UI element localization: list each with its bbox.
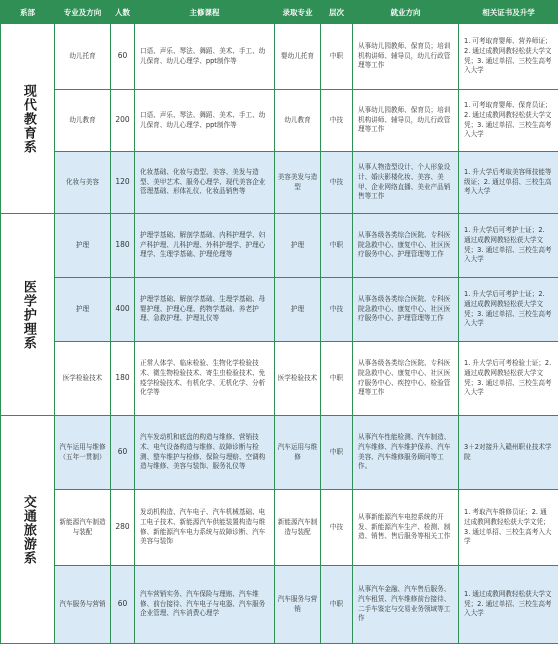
header-major: 专业及方向 xyxy=(55,1,111,24)
count-cell: 180 xyxy=(111,214,135,278)
count-cell: 60 xyxy=(111,566,135,644)
admit-cell: 幼儿教育 xyxy=(275,90,321,152)
courses-cell: 口语、声乐、琴法、舞蹈、美术、手工、幼儿保育、幼儿心理学、ppt制作等 xyxy=(135,24,275,90)
cert-cell: 1. 可考取育婴师、营养师证；2. 通过成教网教轻松获大学文凭；3. 通过单招、三校生高考入大学 xyxy=(459,24,558,90)
table-row xyxy=(1,152,558,214)
major-cell: 汽车服务与营销 xyxy=(55,566,111,644)
table-row xyxy=(1,342,558,416)
level-cell: 中职 xyxy=(321,416,353,490)
courses-cell: 发动机构造、汽车电子、汽车机械基础、电工电子技术、新能源汽车供能装置构造与维修、新能源汽车电力系统与故障诊断、汽车美容与装饰 xyxy=(135,490,275,566)
count-cell: 180 xyxy=(111,342,135,416)
count-cell: 280 xyxy=(111,490,135,566)
admit-cell: 护理 xyxy=(275,278,321,342)
count-cell: 200 xyxy=(111,90,135,152)
admit-cell: 美容美发与造型 xyxy=(275,152,321,214)
cert-cell: 1. 升大学后可考检验士证；2. 通过成教网教轻松获大学文凭；3. 通过单招、三校生高考入大学 xyxy=(459,342,558,416)
jobs-cell: 从事各级各类综合医院、专科医院急救中心、康复中心、社区医疗服务中心、护理管理等工作 xyxy=(353,278,459,342)
table-row xyxy=(1,490,558,566)
count-cell: 60 xyxy=(111,416,135,490)
major-cell: 医学检验技术 xyxy=(55,342,111,416)
jobs-cell: 从事各级各类综合医院、专科医院急救中心、康复中心、社区医疗服务中心、疾控中心、检验管理等工作 xyxy=(353,342,459,416)
department-cell xyxy=(1,214,55,416)
table-row xyxy=(1,214,558,278)
level-cell: 中技 xyxy=(321,490,353,566)
table-row xyxy=(1,24,558,90)
count-cell: 400 xyxy=(111,278,135,342)
cert-cell: 3＋2对接升入赣州职业技术学院 xyxy=(459,416,558,490)
cert-cell: 1. 通过成教网教轻松获大学文凭；2. 通过单招、三校生高考入大学 xyxy=(459,566,558,644)
major-cell: 护理 xyxy=(55,214,111,278)
major-cell: 新能源汽车制造与装配 xyxy=(55,490,111,566)
department-cell xyxy=(1,416,55,644)
level-cell: 中职 xyxy=(321,214,353,278)
level-cell: 中职 xyxy=(321,566,353,644)
major-cell: 化妆与美容 xyxy=(55,152,111,214)
admit-cell: 汽车运用与维修 xyxy=(275,416,321,490)
table-row xyxy=(1,566,558,644)
major-cell: 护理 xyxy=(55,278,111,342)
header-certificates: 相关证书及升学 xyxy=(459,1,558,24)
header-count: 人数 xyxy=(111,1,135,24)
level-cell: 中技 xyxy=(321,152,353,214)
header-row xyxy=(1,1,558,24)
jobs-cell: 从事人物造型设计、个人形象设计、婚庆影楼化妆、美容、美甲、企业网络直播、美业产品销售等工作 xyxy=(353,152,459,214)
courses-cell: 护理学基础、解剖学基础、内科护理学、妇产科护理、儿科护理、外科护理学、护理心理学、生理学基础、护理伦理等 xyxy=(135,214,275,278)
courses-cell: 正常人体学、临床检验、生物化学检验技术、微生物检验技术、寄生虫检验技术、免疫学检验技术、有机化学、无机化学、分析化学等 xyxy=(135,342,275,416)
admit-cell: 婴幼儿托育 xyxy=(275,24,321,90)
count-cell: 120 xyxy=(111,152,135,214)
admit-cell: 医学检验技术 xyxy=(275,342,321,416)
count-cell: 60 xyxy=(111,24,135,90)
level-cell: 中职 xyxy=(321,24,353,90)
jobs-cell: 从事幼儿园教师、保育员；培训机构讲师、辅导员，幼儿行政管理等工作 xyxy=(353,24,459,90)
table-row xyxy=(1,90,558,152)
courses-cell: 口语、声乐、琴法、舞蹈、美术、手工、幼儿保育、幼儿心理学、ppt制作等 xyxy=(135,90,275,152)
admit-cell: 护理 xyxy=(275,214,321,278)
major-cell: 汽车运用与维修（五年一贯制） xyxy=(55,416,111,490)
header-level: 层次 xyxy=(321,1,353,24)
header-courses: 主修课程 xyxy=(135,1,275,24)
cert-cell: 1. 可考取育婴师、保育员证；2. 通过成教网教轻松获大学文凭；3. 通过单招、三校生高考入大学 xyxy=(459,90,558,152)
department-cell xyxy=(1,24,55,214)
table-row xyxy=(1,278,558,342)
jobs-cell: 从事新能源汽车电控系统的开发、新能源汽车生产、检测、制造、销售、售后服务等相关工作 xyxy=(353,490,459,566)
courses-cell: 护理学基础、解剖学基础、生理学基础、母婴护理、护理心理、药物学基础、养老护理、急救护理、护理礼仪等 xyxy=(135,278,275,342)
level-cell: 中技 xyxy=(321,90,353,152)
header-department: 系部 xyxy=(1,1,55,24)
department-name: 现代教育系 xyxy=(20,83,36,154)
jobs-cell: 从事幼儿园教师、保育员；培训机构讲师、辅导员，幼儿行政管理等工作 xyxy=(353,90,459,152)
level-cell: 中职 xyxy=(321,342,353,416)
major-cell: 幼儿托育 xyxy=(55,24,111,90)
header-admission-major: 录取专业 xyxy=(275,1,321,24)
table-row xyxy=(1,416,558,490)
courses-cell: 化妆基础、化妆与造型、美容、美发与造型、美甲艺术、服务心理学、现代美容企业管理基础、形体礼仪、化妆品销售等 xyxy=(135,152,275,214)
admit-cell: 汽车服务与营销 xyxy=(275,566,321,644)
jobs-cell: 从事各级各类综合医院、专科医院急救中心、康复中心、社区医疗服务中心、护理管理等工作 xyxy=(353,214,459,278)
jobs-cell: 从事汽车性能检测、汽车制造、汽车维修、汽车维护保养、汽车美容、汽车维修服务顾问等工作。 xyxy=(353,416,459,490)
header-employment: 就业方向 xyxy=(353,1,459,24)
level-cell: 中技 xyxy=(321,278,353,342)
cert-cell: 1. 升大学后考取美容师技能等级证；2. 通过单招、三校生高考入大学 xyxy=(459,152,558,214)
major-cell: 幼儿教育 xyxy=(55,90,111,152)
cert-cell: 1. 升大学后可考护士证；2. 通过成教网教轻松获大学文凭；3. 通过单招、三校生高考入大学 xyxy=(459,278,558,342)
cert-cell: 1. 升大学后可考护士证；2. 通过成教网教轻松获大学文凭；3. 通过单招、三校生高考入大学 xyxy=(459,214,558,278)
department-name: 交通旅游系 xyxy=(20,494,36,565)
courses-cell: 汽车发动机和底盘的构造与维修、营销技术、电气设备构造与维修、故障诊断与检测、整车维护与检修、保险与理赔、空调构造与维修、美容与装饰、服务礼仪等 xyxy=(135,416,275,490)
courses-cell: 汽车营销实务、汽车保险与理赔、汽车维修、前台接待、汽车电子与电器、汽车服务企业管理、汽车消费心理学 xyxy=(135,566,275,644)
department-name: 医学护理系 xyxy=(20,279,36,350)
cert-cell: 1. 考取汽车维修员证；2. 通过成教网教轻松获大学文凭；3. 通过单招、三校生高考入大学 xyxy=(459,490,558,566)
jobs-cell: 从事汽车金融、汽车售后服务、汽车租赁、汽车维修前台接待、二手车鉴定与交易业务领域等工作 xyxy=(353,566,459,644)
admit-cell: 新能源汽车制造与装配 xyxy=(275,490,321,566)
